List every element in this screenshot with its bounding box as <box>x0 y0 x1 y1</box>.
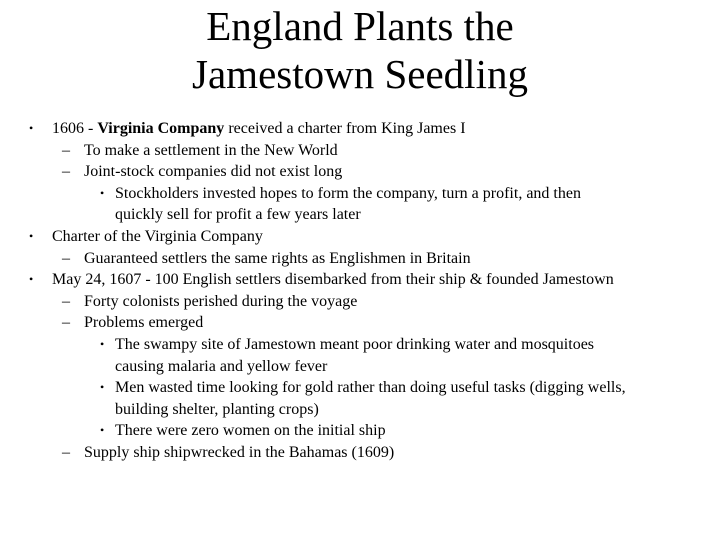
bullet-3-sub-3-text: Supply ship shipwrecked in the Bahamas (1609) <box>84 443 395 461</box>
bullet-3-subsub-2-line-1: Men wasted time looking for gold rather than doing useful tasks (digging wells, <box>115 379 626 397</box>
bullet-2 <box>0 226 720 248</box>
bullet-1-prefix: 1606 - <box>52 120 98 137</box>
bullet-1-sub-2-text: Joint-stock companies did not exist long <box>84 163 343 181</box>
bullet-1-subsub-1-cont <box>0 204 720 226</box>
bullet-3-subsub-3 <box>0 420 720 442</box>
bullet-marker: • <box>29 228 34 243</box>
bullet-3-subsub-2-cont <box>0 399 720 421</box>
bullet-3-subsub-2 <box>0 377 720 399</box>
slide-title-line-2: Jamestown Seedling <box>192 51 528 97</box>
bullet-3 <box>0 269 720 291</box>
bullet-1-bold: Virginia Company <box>97 120 225 137</box>
bullet-3-subsub-2-line-2: building shelter, planting crops) <box>115 400 319 418</box>
bullet-1-subsub-1-line-2: quickly sell for profit a few years later <box>115 206 361 224</box>
bullet-2-sub-1 <box>0 248 720 270</box>
bullet-1-subsub-1-line-1: Stockholders invested hopes to form the company, turn a profit, and then <box>115 184 581 202</box>
bullet-1-subsub-1 <box>0 183 720 205</box>
slide-body <box>0 118 720 464</box>
bullet-3-subsub-1 <box>0 334 720 356</box>
bullet-3-sub-1 <box>0 291 720 313</box>
bullet-1 <box>0 118 720 140</box>
bullet-2-text: Charter of the Virginia Company <box>52 227 263 245</box>
bullet-marker: • <box>29 121 34 135</box>
bullet-marker: • <box>100 336 105 351</box>
bullet-3-subsub-1-line-1: The swampy site of Jamestown meant poor drinking water and mosquitoes <box>115 335 595 353</box>
dash-marker: – <box>62 314 70 332</box>
dash-marker: – <box>62 292 70 310</box>
bullet-marker: • <box>100 185 105 200</box>
bullet-marker: • <box>100 423 105 438</box>
bullet-3-sub-1-text: Forty colonists perished during the voyage <box>84 292 358 310</box>
bullet-3-text: May 24, 1607 - 100 English settlers disembarked from their ship & founded Jamestown <box>52 271 614 289</box>
dash-marker: – <box>62 249 70 267</box>
bullet-1-sub-1 <box>0 140 720 162</box>
dash-marker: – <box>62 141 70 159</box>
bullet-1-suffix: received a charter from King James I <box>224 120 466 137</box>
bullet-1-sub-1-text: To make a settlement in the New World <box>84 141 338 159</box>
bullet-3-sub-2 <box>0 312 720 334</box>
bullet-3-sub-3 <box>0 442 720 464</box>
slide-title-line-1: England Plants the <box>206 3 514 49</box>
bullet-3-subsub-1-cont <box>0 356 720 378</box>
bullet-3-subsub-1-line-2: causing malaria and yellow fever <box>115 357 328 375</box>
slide-title <box>0 2 720 98</box>
bullet-3-subsub-3-line-1: There were zero women on the initial ship <box>115 422 386 440</box>
bullet-3-sub-2-text: Problems emerged <box>84 314 204 332</box>
dash-marker: – <box>62 163 70 181</box>
bullet-2-sub-1-text: Guaranteed settlers the same rights as Englishmen in Britain <box>84 249 471 267</box>
bullet-1-sub-2 <box>0 161 720 183</box>
bullet-marker: • <box>29 272 34 287</box>
bullet-marker: • <box>100 380 105 395</box>
dash-marker: – <box>62 443 70 461</box>
